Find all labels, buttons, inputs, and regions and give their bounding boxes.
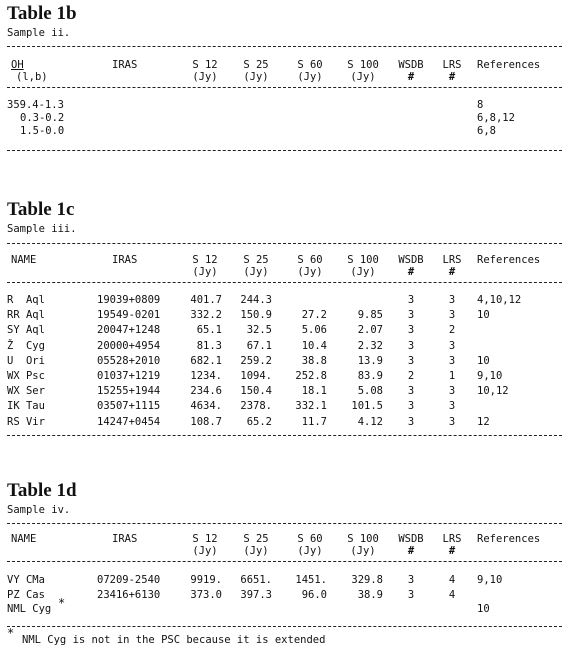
table-cell-s60: 27.2 (301, 309, 327, 322)
table-cell-name: NML Cyg (7, 603, 52, 615)
col-header-hash: # (448, 545, 456, 557)
table-row-refs: 6,8,12 (477, 112, 515, 124)
table-cell-refs: 10 (477, 603, 490, 615)
table-cell-s60: 5.06 (301, 324, 327, 337)
table-cell-lrs: 3 (448, 354, 456, 367)
col-header-jy: (Jy) (192, 71, 218, 83)
table-cell-iras: 19549-0201 (97, 309, 161, 322)
table-cell-lrs: 3 (448, 339, 456, 352)
table-cell-wsdb: 3 (407, 400, 415, 413)
col-header-jy: (Jy) (297, 71, 323, 83)
table-cell-iras: 23416+6130 (97, 588, 161, 601)
table-cell-wsdb: 3 (407, 354, 415, 367)
table-cell-s25: 67.1 (246, 339, 272, 352)
table-cell-iras: 19039+0809 (97, 294, 161, 306)
col-header-jy: (Jy) (243, 71, 269, 83)
table-cell-s60: 18.1 (301, 385, 327, 398)
col-header-lb: (l,b) (16, 71, 48, 83)
table-cell-name: Ž Cyg (7, 339, 45, 352)
col-header-hash: # (407, 545, 415, 557)
table-cell-s60: 38.8 (301, 354, 327, 367)
table-cell-name: U Ori (7, 354, 45, 367)
table-cell-name: VY CMa (7, 574, 45, 586)
col-header-jy: (Jy) (350, 266, 376, 278)
divider (7, 282, 562, 283)
col-header-s60: S 60 (297, 254, 323, 266)
table-cell-s12: 401.7 (190, 294, 222, 306)
table-cell-s25: 65.2 (246, 415, 272, 428)
table-cell-s100: 38.9 (357, 588, 383, 601)
col-header-oh: OH (11, 59, 24, 71)
divider (7, 561, 562, 562)
col-header-name: NAME (11, 254, 37, 266)
col-header-wsdb: WSDB (398, 254, 424, 266)
table-cell-iras: 05528+2010 (97, 354, 161, 367)
table-cell-iras: 20047+1248 (97, 324, 161, 337)
table-cell-s100: 13.9 (357, 354, 383, 367)
col-header-jy: (Jy) (192, 545, 218, 557)
table-cell-refs: 9,10 (477, 574, 503, 586)
table-cell-s12: 332.2 (190, 309, 222, 322)
table-1d-subtitle: Sample iv. (7, 504, 71, 516)
table-cell-lrs: 4 (448, 588, 456, 601)
table-cell-iras: 15255+1944 (97, 385, 161, 398)
table-cell-s25: 2378. (240, 400, 272, 413)
table-cell-name: WX Psc (7, 370, 45, 382)
col-header-s25: S 25 (243, 533, 269, 545)
table-1c-subtitle: Sample iii. (7, 223, 77, 235)
table-cell-wsdb: 3 (407, 385, 415, 398)
col-header-s100: S 100 (347, 59, 379, 71)
table-cell-name: RS Vir (7, 415, 45, 428)
table-cell-refs: 9,10 (477, 370, 503, 382)
col-header-s100: S 100 (347, 254, 379, 266)
table-cell-refs: 10,12 (477, 385, 509, 398)
col-header-s12: S 12 (192, 59, 218, 71)
col-header-wsdb: WSDB (398, 59, 424, 71)
table-1b-subtitle: Sample ii. (7, 27, 71, 39)
table-cell-lrs: 4 (448, 574, 456, 586)
table-cell-iras: 03507+1115 (97, 400, 161, 413)
table-row-name: 1.5-0.0 (20, 125, 65, 137)
table-cell-s60: 332.1 (295, 400, 327, 413)
table-cell-s25: 150.9 (240, 309, 272, 322)
table-cell-lrs: 3 (448, 294, 456, 306)
table-cell-wsdb: 3 (407, 415, 415, 428)
col-header-iras: IRAS (112, 254, 138, 266)
table-cell-s25: 150.4 (240, 385, 272, 398)
table-cell-refs: 12 (477, 415, 490, 428)
divider (7, 46, 562, 47)
col-header-hash: # (407, 71, 415, 83)
table-cell-s12: 4634. (190, 400, 222, 413)
table-cell-lrs: 3 (448, 385, 456, 398)
table-cell-wsdb: 2 (407, 370, 415, 382)
divider (7, 523, 562, 524)
col-header-s25: S 25 (243, 59, 269, 71)
divider (7, 626, 562, 627)
table-cell-s100: 329.8 (351, 574, 383, 586)
divider (7, 150, 562, 151)
col-header-hash: # (407, 266, 415, 278)
divider (7, 87, 562, 88)
footnote-marker: * (58, 596, 66, 610)
table-cell-wsdb: 3 (407, 339, 415, 352)
table-cell-iras: 14247+0454 (97, 415, 161, 428)
table-cell-wsdb: 3 (407, 294, 415, 306)
table-cell-s100: 2.32 (357, 339, 383, 352)
table-cell-s12: 682.1 (190, 354, 222, 367)
col-header-s60: S 60 (297, 59, 323, 71)
col-header-wsdb: WSDB (398, 533, 424, 545)
table-cell-s100: 83.9 (357, 370, 383, 382)
table-row-name: 359.4-1.3 (7, 99, 64, 111)
table-cell-lrs: 2 (448, 324, 456, 337)
table-cell-s12: 65.1 (196, 324, 222, 337)
table-cell-s60: 252.8 (295, 370, 327, 382)
table-cell-iras: 01037+1219 (97, 370, 161, 382)
table-cell-s12: 234.6 (190, 385, 222, 398)
table-cell-s100: 9.85 (357, 309, 383, 322)
table-cell-lrs: 3 (448, 309, 456, 322)
table-1b-title: Table 1b (7, 3, 77, 24)
footnote-marker: * (7, 626, 15, 640)
table-row-refs: 6,8 (477, 125, 496, 137)
col-header-jy: (Jy) (297, 545, 323, 557)
col-header-iras: IRAS (112, 533, 138, 545)
table-cell-refs: 10 (477, 309, 490, 322)
table-cell-s25: 244.3 (240, 294, 272, 306)
col-header-references: References (477, 254, 541, 266)
table-cell-name: PZ Cas (7, 588, 45, 601)
table-cell-s25: 32.5 (246, 324, 272, 337)
table-cell-refs: 10 (477, 354, 490, 367)
col-header-s12: S 12 (192, 254, 218, 266)
divider (7, 435, 562, 436)
col-header-hash: # (448, 266, 456, 278)
col-header-lrs: LRS (442, 533, 462, 545)
table-1c-title: Table 1c (7, 199, 75, 220)
table-cell-s60: 11.7 (301, 415, 327, 428)
col-header-jy: (Jy) (350, 71, 376, 83)
col-header-s60: S 60 (297, 533, 323, 545)
table-cell-s12: 1234. (190, 370, 222, 382)
col-header-jy: (Jy) (243, 266, 269, 278)
table-cell-refs: 4,10,12 (477, 294, 522, 306)
table-cell-s60: 1451. (295, 574, 327, 586)
table-cell-s25: 1094. (240, 370, 272, 382)
table-cell-s100: 2.07 (357, 324, 383, 337)
table-cell-s60: 96.0 (301, 588, 327, 601)
table-cell-iras: 07209-2540 (97, 574, 161, 586)
table-cell-iras: 20000+4954 (97, 339, 161, 352)
table-1d-title: Table 1d (7, 480, 77, 501)
table-cell-name: RR Aql (7, 309, 45, 322)
col-header-lrs: LRS (442, 254, 462, 266)
col-header-s25: S 25 (243, 254, 269, 266)
table-cell-s25: 259.2 (240, 354, 272, 367)
table-cell-name: WX Ser (7, 385, 45, 398)
table-cell-s25: 6651. (240, 574, 272, 586)
table-cell-name: IK Tau (7, 400, 45, 413)
table-cell-s100: 101.5 (351, 400, 383, 413)
col-header-jy: (Jy) (243, 545, 269, 557)
table-cell-s100: 4.12 (357, 415, 383, 428)
col-header-jy: (Jy) (350, 545, 376, 557)
table-cell-wsdb: 3 (407, 309, 415, 322)
col-header-references: References (477, 59, 541, 71)
table-cell-wsdb: 3 (407, 324, 415, 337)
col-header-hash: # (448, 71, 456, 83)
table-cell-s12: 108.7 (190, 415, 222, 428)
table-cell-lrs: 3 (448, 415, 456, 428)
table-cell-s12: 81.3 (196, 339, 222, 352)
divider (7, 243, 562, 244)
table-cell-name: R Aql (7, 294, 45, 306)
table-cell-lrs: 1 (448, 370, 456, 382)
col-header-lrs: LRS (442, 59, 462, 71)
table-cell-s12: 373.0 (190, 588, 222, 601)
table-cell-wsdb: 3 (407, 588, 415, 601)
table-cell-wsdb: 3 (407, 574, 415, 586)
col-header-jy: (Jy) (192, 266, 218, 278)
table-cell-s12: 9919. (190, 574, 222, 586)
footnote-text: NML Cyg is not in the PSC because it is extended (22, 634, 326, 646)
table-cell-s100: 5.08 (357, 385, 383, 398)
table-row-refs: 8 (477, 99, 484, 111)
col-header-s100: S 100 (347, 533, 379, 545)
table-cell-s60: 10.4 (301, 339, 327, 352)
col-header-iras: IRAS (112, 59, 138, 71)
table-cell-name: SY Aql (7, 324, 45, 337)
col-header-references: References (477, 533, 541, 545)
table-cell-s25: 397.3 (240, 588, 272, 601)
col-header-s12: S 12 (192, 533, 218, 545)
col-header-name: NAME (11, 533, 37, 545)
col-header-jy: (Jy) (297, 266, 323, 278)
table-cell-lrs: 3 (448, 400, 456, 413)
table-row-name: 0.3-0.2 (20, 112, 65, 124)
